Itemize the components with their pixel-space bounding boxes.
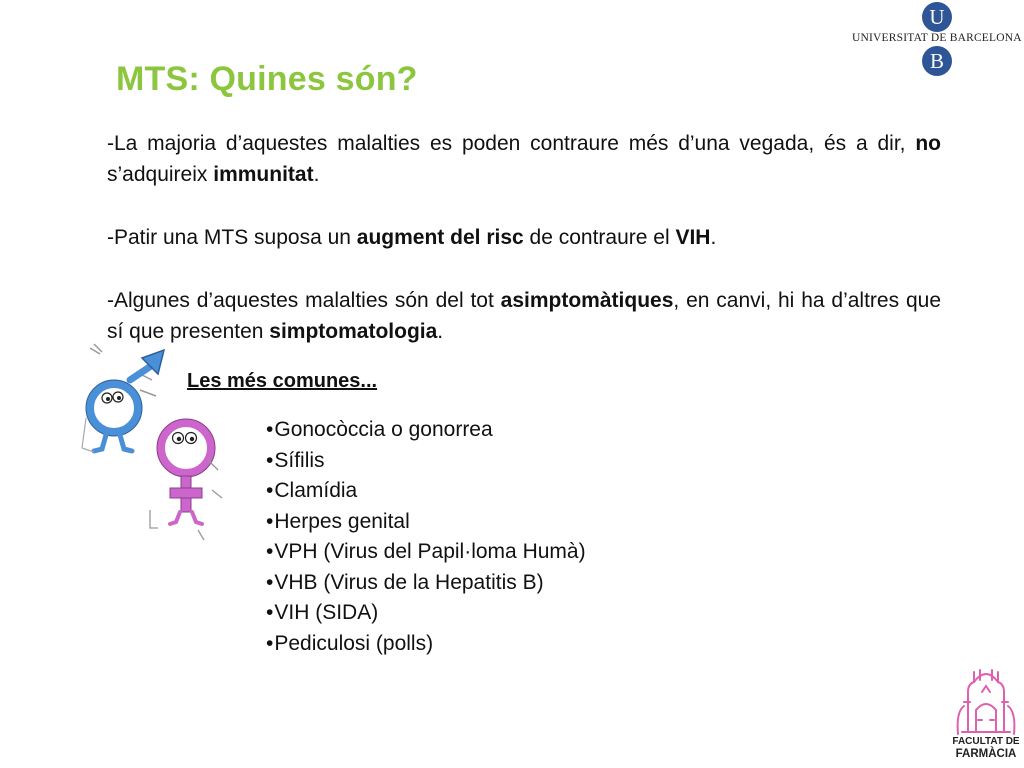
paragraph-text: -Algunes d’aquestes malalties són del tot <box>107 289 501 312</box>
emphasis-text: augment del risc <box>356 226 524 249</box>
emphasis-text: VIH <box>675 226 711 249</box>
building-icon <box>948 662 1024 736</box>
faculty-logo <box>948 662 1024 768</box>
paragraph-text: -Patir una MTS suposa un <box>107 226 357 249</box>
paragraph-text: . <box>437 320 444 343</box>
paragraph-immunity <box>107 128 941 190</box>
list-item: • Herpes genital <box>266 507 586 538</box>
slide-title: MTS: Quines són? <box>116 60 418 98</box>
paragraph-text: . <box>710 226 717 249</box>
paragraph-text: -La majoria d’aquestes malalties es poden contraure més d’una vegada, és a dir, <box>107 132 916 155</box>
faculty-name-line2: FARMÀCIA <box>955 748 1017 760</box>
common-diseases-heading: Les més comunes... <box>187 370 378 392</box>
std-list <box>266 415 586 659</box>
faculty-name-line1: FACULTAT DE <box>952 736 1020 747</box>
paragraph-text: de contraure el <box>523 226 676 249</box>
list-item: • Sífilis <box>266 446 586 477</box>
paragraph-symptoms <box>107 285 941 347</box>
list-item: • Pediculosi (polls) <box>266 629 586 660</box>
emphasis-text: asimptomàtiques <box>500 289 674 312</box>
list-item: • VHB (Virus de la Hepatitis B) <box>266 568 586 599</box>
university-logo <box>852 2 1020 76</box>
emphasis-text: no <box>915 132 941 155</box>
logo-letter-b: B <box>922 46 952 76</box>
emphasis-text: immunitat <box>213 163 314 186</box>
paragraph-text: s’adquireix <box>107 163 214 186</box>
emphasis-text: simptomatologia <box>269 320 438 343</box>
female-symbol-character-icon <box>150 419 222 540</box>
university-name: UNIVERSITAT DE BARCELONA <box>852 32 1022 44</box>
paragraph-text: . <box>313 163 320 186</box>
faculty-name <box>948 736 1024 760</box>
list-item: • Gonocòccia o gonorrea <box>266 415 586 446</box>
paragraph-text: , en canvi, hi ha d’altres que sí que presenten <box>107 289 941 343</box>
list-item: • Clamídia <box>266 476 586 507</box>
logo-letter-u: U <box>922 2 952 32</box>
list-item: • VPH (Virus del Papil·loma Humà) <box>266 537 586 568</box>
list-item: • VIH (SIDA) <box>266 598 586 629</box>
male-symbol-character-icon <box>82 344 164 452</box>
paragraph-hiv-risk <box>107 222 941 253</box>
